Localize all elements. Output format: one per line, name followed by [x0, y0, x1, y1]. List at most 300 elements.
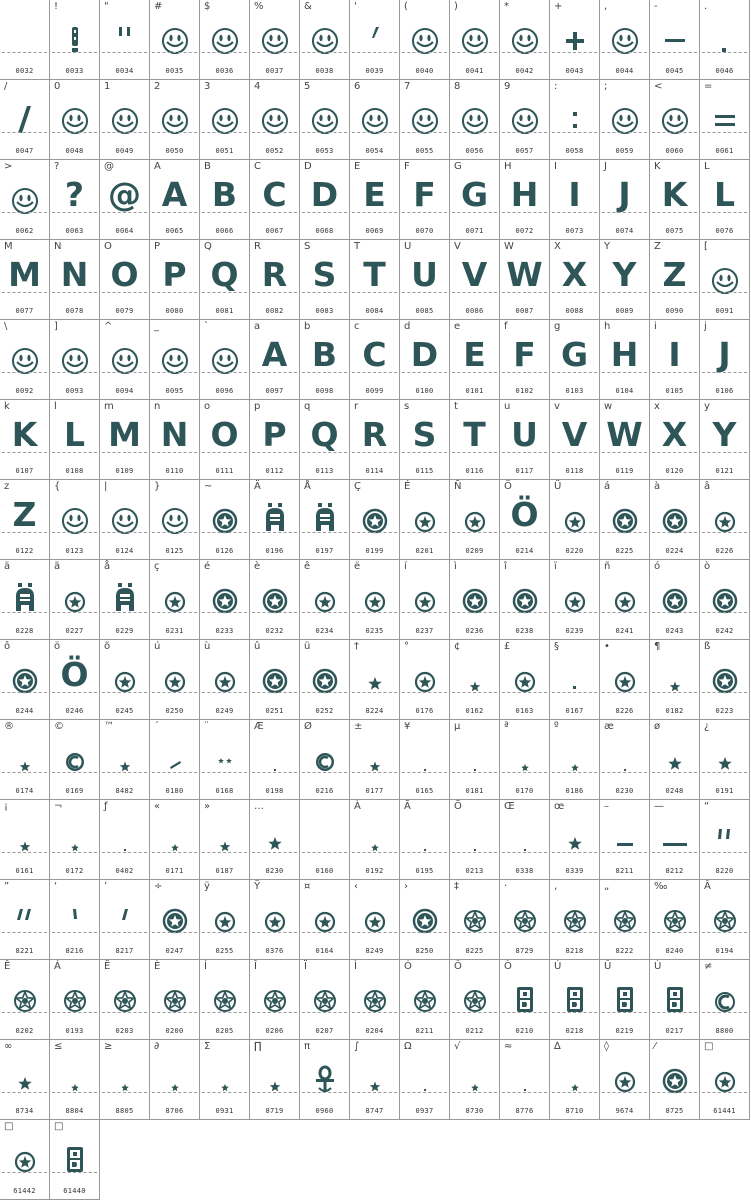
glyph-cell — [250, 320, 300, 400]
star-s-icon — [350, 1054, 400, 1096]
starcircle-s-icon — [700, 494, 750, 536]
baseline-guide — [502, 612, 547, 613]
char-code: 0213 — [465, 867, 484, 875]
starcircle-s-icon — [0, 1134, 50, 1176]
character-label: ’ — [104, 881, 108, 892]
glyph-cell — [250, 960, 300, 1040]
glyph-cell — [0, 640, 50, 720]
baseline-guide — [602, 932, 647, 933]
char-code: 8805 — [115, 1107, 134, 1115]
char-code: 0193 — [65, 1027, 84, 1035]
glyph-preview-letter: B — [211, 175, 238, 214]
glyph-cell — [650, 400, 700, 480]
char-code: 0231 — [165, 627, 184, 635]
char-code: 0098 — [315, 387, 334, 395]
char-code: 8800 — [715, 1027, 734, 1035]
glyph-preview-letter: O — [210, 415, 239, 454]
character-label: P — [154, 241, 161, 252]
char-code: 0061 — [715, 147, 734, 155]
character-label: N — [54, 241, 62, 252]
glyph-cell — [500, 560, 550, 640]
char-code: 0217 — [665, 1027, 684, 1035]
char-code: 0160 — [315, 867, 334, 875]
character-label: ∫ — [354, 1041, 360, 1052]
char-code: 8222 — [615, 947, 634, 955]
star-xs-icon — [200, 1054, 250, 1096]
baseline-guide — [352, 132, 397, 133]
box-icon — [50, 1134, 100, 1176]
glyph-cell — [500, 400, 550, 480]
glyph-cell — [350, 960, 400, 1040]
glyph-cell — [300, 960, 350, 1040]
char-code: 0247 — [165, 947, 184, 955]
baseline-guide — [552, 52, 597, 53]
character-label: J — [604, 161, 607, 172]
slash-icon — [0, 94, 50, 136]
character-label: ¨ — [204, 721, 209, 732]
glyph-cell — [350, 160, 400, 240]
baseline-guide — [552, 532, 597, 533]
glyph-cell — [0, 1120, 50, 1200]
char-code: 8226 — [615, 707, 634, 715]
character-label: Õ — [454, 801, 462, 812]
baseline-guide — [252, 1012, 297, 1013]
char-code: 0164 — [315, 947, 334, 955]
glyph-cell — [500, 960, 550, 1040]
minus-icon — [650, 14, 700, 56]
character-label: o — [204, 401, 211, 412]
star-xs-icon — [550, 1054, 600, 1096]
character-label: ü — [304, 641, 311, 652]
character-label: ß — [704, 641, 711, 652]
baseline-guide — [202, 452, 247, 453]
char-code: 0205 — [215, 1027, 234, 1035]
sheriff-icon — [400, 974, 450, 1016]
char-code: 0075 — [665, 227, 684, 235]
glyph-cell — [550, 800, 600, 880]
glyph-preview-letter: ? — [64, 175, 85, 214]
baseline-guide — [502, 1012, 547, 1013]
char-code: 0192 — [365, 867, 384, 875]
baseline-guide — [202, 532, 247, 533]
ccoin-icon — [50, 734, 100, 776]
glyph-cell — [450, 640, 500, 720]
smiley-icon — [250, 14, 300, 56]
character-label: ä — [4, 561, 11, 572]
char-code: 0203 — [115, 1027, 134, 1035]
baseline-guide — [702, 52, 747, 53]
baseline-guide — [552, 452, 597, 453]
baseline-guide — [52, 532, 97, 533]
character-label: î — [504, 561, 507, 572]
baseline-guide — [252, 212, 297, 213]
character-label: U — [404, 241, 412, 252]
glyph-cell — [600, 960, 650, 1040]
glyph-cell — [700, 800, 750, 880]
character-label: 9 — [504, 81, 511, 92]
character-label: + — [554, 1, 563, 12]
baseline-guide — [702, 932, 747, 933]
sheriff-icon — [450, 894, 500, 936]
char-code: 0033 — [65, 67, 84, 75]
baseline-guide — [402, 692, 447, 693]
baseline-guide — [602, 212, 647, 213]
char-code: 8225 — [465, 947, 484, 955]
character-label: n — [154, 401, 161, 412]
char-code: 0109 — [115, 467, 134, 475]
character-label: Ó — [404, 961, 412, 972]
glyph-cell — [550, 560, 600, 640]
baseline-guide — [102, 532, 147, 533]
char-code: 0212 — [465, 1027, 484, 1035]
glyph-cell — [200, 800, 250, 880]
character-label: ò — [704, 561, 711, 572]
char-code: 0044 — [615, 67, 634, 75]
starcircle-icon — [650, 1054, 700, 1096]
char-code: 0112 — [265, 467, 284, 475]
star-xs-icon — [50, 814, 100, 856]
baseline-guide — [52, 452, 97, 453]
baseline-guide — [552, 1012, 597, 1013]
baseline-guide — [602, 132, 647, 133]
glyph-cell — [550, 80, 600, 160]
baseline-guide — [452, 452, 497, 453]
baseline-guide — [152, 852, 197, 853]
starcircle-s-icon — [400, 494, 450, 536]
glyph-preview-letter: P — [262, 415, 287, 454]
glyph-preview-letter: Ö — [60, 655, 89, 694]
dot-s-icon — [400, 1054, 450, 1096]
baseline-guide — [202, 132, 247, 133]
baseline-guide — [202, 52, 247, 53]
character-label: a — [254, 321, 261, 332]
baseline-guide — [652, 52, 697, 53]
character-label: * — [504, 1, 509, 12]
starcircle-s-icon — [600, 654, 650, 696]
baseline-guide — [502, 852, 547, 853]
character-label: © — [54, 721, 64, 732]
baseline-guide — [602, 532, 647, 533]
character-label: æ — [604, 721, 614, 732]
glyph-cell — [0, 400, 50, 480]
baseline-guide — [352, 1092, 397, 1093]
char-code: 0186 — [565, 787, 584, 795]
glyph-cell — [600, 400, 650, 480]
glyph-cell — [650, 640, 700, 720]
baseline-guide — [602, 452, 647, 453]
character-label: ∞ — [4, 1041, 13, 1052]
glyph-cell — [350, 0, 400, 80]
char-code: 0214 — [515, 547, 534, 555]
character-label: É — [404, 481, 411, 492]
baseline-guide — [652, 692, 697, 693]
baseline-guide — [202, 852, 247, 853]
baseline-guide — [502, 692, 547, 693]
glyph-cell — [300, 320, 350, 400]
character-label: m — [104, 401, 114, 412]
baseline-guide — [552, 772, 597, 773]
glyph-cell — [600, 80, 650, 160]
twodots-icon — [200, 734, 250, 776]
baseline-guide — [702, 212, 747, 213]
character-label: ï — [554, 561, 557, 572]
baseline-guide — [302, 612, 347, 613]
baseline-guide — [402, 1092, 447, 1093]
glyph-cell — [50, 240, 100, 320]
char-code: 0121 — [715, 467, 734, 475]
starcircle-s-icon — [100, 654, 150, 696]
baseline-guide — [352, 852, 397, 853]
char-code: 0041 — [465, 67, 484, 75]
baseline-guide — [52, 372, 97, 373]
baseline-guide — [52, 1172, 97, 1173]
glyph-preview-letter: X — [561, 255, 588, 294]
glyph-cell — [400, 240, 450, 320]
character-label: Í — [204, 961, 207, 972]
character-label: ` — [204, 321, 209, 332]
smiley-icon — [450, 14, 500, 56]
character-label: | — [104, 481, 108, 492]
character-label: ƒ — [104, 801, 108, 812]
character-label: 5 — [304, 81, 311, 92]
baseline-guide — [2, 612, 47, 613]
glyph-cell — [650, 960, 700, 1040]
glyph-preview-letter: F — [513, 335, 536, 374]
char-code: 0931 — [215, 1107, 234, 1115]
character-label: Î — [254, 961, 257, 972]
smiley-icon — [100, 334, 150, 376]
char-code: 0114 — [365, 467, 384, 475]
glyph-preview-letter: S — [312, 255, 337, 294]
glyph-cell — [200, 720, 250, 800]
character-label: D — [304, 161, 312, 172]
character-label: R — [254, 241, 261, 252]
char-code: 0037 — [265, 67, 284, 75]
starcircle-icon — [250, 654, 300, 696]
star-xs-icon — [150, 1054, 200, 1096]
starcircle-icon — [650, 494, 700, 536]
glyph-cell — [450, 560, 500, 640]
character-label: À — [354, 801, 361, 812]
baseline-guide — [2, 372, 47, 373]
baseline-guide — [352, 932, 397, 933]
sheriff-icon — [450, 974, 500, 1016]
baseline-guide — [102, 1012, 147, 1013]
baseline-guide — [652, 532, 697, 533]
glyph-cell — [700, 80, 750, 160]
glyph-cell — [150, 80, 200, 160]
char-code: 8221 — [15, 947, 34, 955]
baseline-guide — [352, 452, 397, 453]
glyph-preview-letter: H — [610, 335, 639, 374]
character-label: ” — [4, 881, 10, 892]
baseline-guide — [702, 852, 747, 853]
char-code: 0339 — [565, 867, 584, 875]
character-label: s — [404, 401, 410, 412]
char-code: 0937 — [415, 1107, 434, 1115]
glyph-cell — [50, 160, 100, 240]
glyph-cell — [50, 1040, 100, 1120]
baseline-guide — [52, 932, 97, 933]
glyph-preview-letter: A — [161, 175, 188, 214]
baseline-guide — [102, 452, 147, 453]
baseline-guide — [502, 132, 547, 133]
starcircle-s-icon — [300, 894, 350, 936]
baseline-guide — [702, 532, 747, 533]
char-code: 0045 — [665, 67, 684, 75]
baseline-guide — [102, 692, 147, 693]
character-label: W — [504, 241, 514, 252]
character-label: L — [704, 161, 710, 172]
smiley-icon — [450, 94, 500, 136]
character-label: ∂ — [154, 1041, 160, 1052]
char-code: 0235 — [365, 627, 384, 635]
character-label: „ — [604, 881, 610, 892]
baseline-guide — [452, 52, 497, 53]
character-label: ú — [154, 641, 161, 652]
glyph-cell — [600, 640, 650, 720]
star-xs-icon — [450, 1054, 500, 1096]
glyph-cell — [0, 1040, 50, 1120]
baseline-guide — [152, 612, 197, 613]
char-code: 0035 — [165, 67, 184, 75]
starcircle-s-icon — [450, 494, 500, 536]
smiley-icon — [700, 254, 750, 296]
char-code: 0086 — [465, 307, 484, 315]
baseline-guide — [652, 212, 697, 213]
glyph-cell — [400, 1040, 450, 1120]
glyph-cell — [350, 480, 400, 560]
glyph-cell — [100, 1040, 150, 1120]
glyph-preview-letter: R — [361, 415, 388, 454]
glyph-cell — [250, 720, 300, 800]
char-code: 0087 — [515, 307, 534, 315]
glyph-cell — [50, 320, 100, 400]
glyph-preview-letter: I — [668, 335, 681, 374]
star-m-icon — [350, 654, 400, 696]
baseline-guide — [702, 1012, 747, 1013]
char-code: 0124 — [115, 547, 134, 555]
baseline-guide — [152, 932, 197, 933]
char-code: 0172 — [65, 867, 84, 875]
dot-icon — [550, 654, 600, 696]
glyph-cell — [0, 560, 50, 640]
glyph-cell — [600, 880, 650, 960]
lsquo-icon — [50, 894, 100, 936]
glyph-cell — [350, 800, 400, 880]
character-label: ì — [454, 561, 457, 572]
character-label: ô — [4, 641, 11, 652]
char-code: 0228 — [15, 627, 34, 635]
char-code: 0092 — [15, 387, 34, 395]
star-xs-icon — [150, 814, 200, 856]
box-icon — [550, 974, 600, 1016]
glyph-cell — [250, 480, 300, 560]
glyph-preview-letter: I — [568, 175, 581, 214]
character-label: – — [604, 801, 609, 812]
char-code: 0220 — [565, 547, 584, 555]
glyph-cell — [50, 960, 100, 1040]
char-code: 0039 — [365, 67, 384, 75]
baseline-guide — [552, 692, 597, 693]
character-label: G — [454, 161, 462, 172]
character-label: ~ — [204, 481, 213, 492]
character-label: Œ — [504, 801, 515, 812]
character-label: 0 — [54, 81, 61, 92]
starcircle-s-icon — [600, 574, 650, 616]
character-label: ¬ — [54, 801, 63, 812]
glyph-cell — [300, 480, 350, 560]
character-label: u — [504, 401, 511, 412]
char-code: 0111 — [215, 467, 234, 475]
character-label: □ — [704, 1041, 714, 1052]
glyph-cell — [600, 240, 650, 320]
baseline-guide — [102, 52, 147, 53]
character-label: µ — [454, 721, 461, 732]
glyph-cell — [200, 80, 250, 160]
baseline-guide — [452, 1012, 497, 1013]
character-label: ê — [304, 561, 311, 572]
baseline-guide — [402, 772, 447, 773]
char-code: 0099 — [365, 387, 384, 395]
char-code: 0088 — [565, 307, 584, 315]
starcircle-s-icon — [250, 894, 300, 936]
glyph-cell — [550, 160, 600, 240]
glyph-cell — [550, 960, 600, 1040]
glyph-cell — [150, 1040, 200, 1120]
glyph-preview-letter: B — [311, 335, 338, 374]
character-label: Â — [704, 881, 711, 892]
glyph-cell — [500, 480, 550, 560]
glyph-cell — [50, 560, 100, 640]
character-label: H — [504, 161, 512, 172]
character-label: 4 — [254, 81, 261, 92]
character-label: e — [454, 321, 461, 332]
character-label: ‘ — [54, 881, 58, 892]
char-code: 0122 — [15, 547, 34, 555]
character-label: M — [4, 241, 13, 252]
ldquo-icon — [700, 814, 750, 856]
baseline-guide — [552, 212, 597, 213]
char-code: 0249 — [215, 707, 234, 715]
character-label: h — [604, 321, 611, 332]
character-label: œ — [554, 801, 565, 812]
baseline-guide — [552, 852, 597, 853]
glyph-cell — [100, 480, 150, 560]
smiley-icon — [650, 94, 700, 136]
glyph-cell — [200, 960, 250, 1040]
smiley-icon — [500, 94, 550, 136]
glyph-cell — [150, 720, 200, 800]
character-label: & — [304, 1, 312, 12]
char-code: 0226 — [715, 547, 734, 555]
starcircle-s-icon — [700, 1054, 750, 1096]
rsquo-icon — [100, 894, 150, 936]
char-code: 8710 — [565, 1107, 584, 1115]
dot-s-icon — [450, 814, 500, 856]
character-label: ≈ — [504, 1041, 513, 1052]
dot-s-icon — [600, 734, 650, 776]
character-label: ° — [404, 641, 409, 652]
char-code: 0093 — [65, 387, 84, 395]
character-label: j — [704, 321, 707, 332]
glyph-cell — [650, 560, 700, 640]
starcircle-icon — [350, 494, 400, 536]
star-m-icon — [550, 814, 600, 856]
baseline-guide — [452, 932, 497, 933]
char-code: 8240 — [665, 947, 684, 955]
baseline-guide — [702, 692, 747, 693]
